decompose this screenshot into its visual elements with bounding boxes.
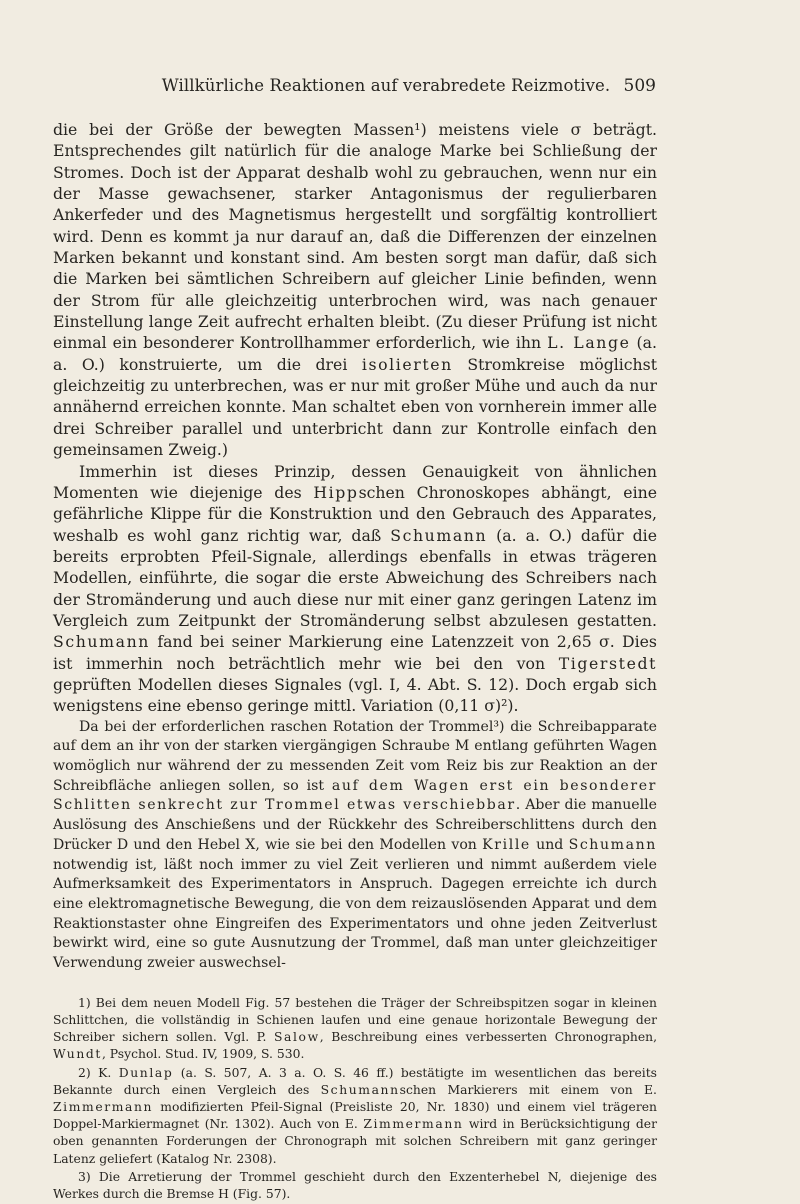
text-run: notwendig ist, läßt noch immer zu viel Zeit verlieren und nimmt außerdem viele Aufmerksamkeit des Experimentators in Anspruch. Dagegen erreichte ich durch eine elektromagnetische Bewegung, die von dem reizauslösenden Apparat und dem Reaktionstaster ohne Eingreifen des Experimentators und ohne jeden Zeitverlust bewirkt wird, eine so gute Ausnutzung der Trommel, daß man unter gleichzeitiger Verwendung zweier auswechsel- xyxy=(53,856,657,972)
text-run: , Psychol. Stud. IV, 1909, S. 530. xyxy=(101,1047,305,1062)
small-paragraph xyxy=(53,718,657,974)
text-run: schen Chronoskopes abhängt, eine gefährliche Klippe für die Konstruktion und den Gebrauch des Apparates, weshalb es wohl ganz richtig war, daß xyxy=(53,482,657,545)
text-run: (a. S. 507, A. 3 a. O. S. 46 ff.) bestätigte im wesentlichen das bereits Bekannte durch einen Vergleich des xyxy=(53,1065,657,1097)
spaced-emphasis: Salow xyxy=(273,1030,320,1045)
spaced-emphasis: Tigerstedt xyxy=(558,653,657,673)
text-run: die bei der Größe der bewegten Massen¹) meistens viele σ beträgt. Entsprechendes gilt natürlich für die analoge Marke bei Schließung der Stromes. Doch ist der Apparat deshalb wohl zu gebrauchen, wenn nur ein der Masse gewachsener, starker Antagonismus der regulierbaren Ankerfeder und des Magnetismus hergestellt und sorgfältig kontrolliert wird. Denn es kommt ja nur darauf an, daß die Differenzen der einzelnen Marken bekannt und konstant sind. Am besten sorgt man dafür, daß sich die Marken bei sämtlichen Schreibern auf gleicher Linie befinden, wenn der Strom für alle gleichzeitig unterbrochen wird, was nach genauer Einstellung lange Zeit aufrecht erhalten bleibt. (Zu dieser Prüfung ist nicht einmal ein besonderer Kontrollhammer erforderlich, wie ihn xyxy=(53,120,657,353)
spaced-emphasis: Hipp xyxy=(313,482,359,502)
paragraph xyxy=(53,461,657,717)
footnote xyxy=(53,995,657,1064)
text-run: (a. a. O.) dafür die bereits erprobten Pfeil-Signale, allerdings ebenfalls in etwas trägeren Modellen, einführte, die sogar die erste Abweichung des Schreibers nach der Stromänderung und auch diese nur mit einer ganz geringen Latenz im Vergleich zum Zeitpunkt der Stromänderung selbst abzulesen gestatten. xyxy=(53,525,657,630)
spaced-emphasis: Wundt xyxy=(53,1047,102,1062)
spaced-emphasis: Krille xyxy=(482,836,531,853)
paragraph xyxy=(53,119,657,461)
spaced-emphasis: Zimmermann xyxy=(53,1099,154,1114)
main-text xyxy=(53,119,657,717)
page-number: 509 xyxy=(623,76,656,96)
spaced-emphasis: L. Lange xyxy=(547,333,631,353)
spaced-emphasis: Schumann xyxy=(390,525,488,545)
footnote xyxy=(53,1169,657,1203)
text-run: 1) Bei dem neuen Modell Fig. 57 bestehen die Träger der Schreibspitzen sogar in kleinen Schlittchen, die vollständig in Schienen laufen und eine genaue horizontale Bewegung der Schreiber sichern sollen. Vgl. P. xyxy=(53,995,657,1045)
footnote xyxy=(53,1065,657,1168)
text-run: modifizierten Pfeil-Signal (Preisliste 20, Nr. 1830) und einem viel trägeren Doppel-Markiermagnet (Nr. 1302). Auch von E. xyxy=(53,1099,657,1132)
spaced-emphasis: Schumann xyxy=(53,632,150,652)
text-run: 3) Die Arretierung der Trommel geschieht durch den Exzenterhebel N, diejenige des Werkes durch die Bremse H (Fig. 57). xyxy=(53,1169,657,1201)
footnotes xyxy=(53,995,657,1203)
spaced-emphasis: Schumann xyxy=(320,1082,400,1097)
spaced-emphasis: Schumann xyxy=(568,836,657,853)
running-title: Willkürliche Reaktionen auf verabredete Reizmotive. xyxy=(161,76,611,95)
text-run: Da bei der erforderlichen raschen Rotation der Trommel³) die Schreibapparate auf dem an ihr von der starken viergängigen Schraube M entlang geführten Wagen womöglich nur während der zu messenden Zeit vom Reiz bis zur Reaktion an der Schreibfläche anliegen sollen, so ist xyxy=(53,718,657,794)
spaced-emphasis: auf dem Wagen erst ein besonderer Schlitten senkrecht zur Trommel etwas verschiebbar xyxy=(53,777,657,814)
spaced-emphasis: Zimmermann xyxy=(363,1117,464,1132)
text-run: (a. a. O.) konstruierte, um die drei xyxy=(53,333,657,374)
spaced-emphasis: Dunlap xyxy=(118,1065,174,1080)
text-run: Stromkreise möglichst gleichzeitig zu unterbrechen, was er nur mit großer Mühe und auch da nur annähernd erreichen konnte. Man schaltet eben von vornherein immer alle drei Schreiber parallel und unterbricht dann zur Kontrolle einfach den gemeinsamen Zweig.) xyxy=(53,354,658,460)
text-run: schen Markierers mit einem von E. xyxy=(399,1082,657,1097)
text-run: wird in Berücksichtigung der oben genannten Forderungen der Chronograph mit solchen Schreibern mit ganz geringer Latenz geliefert (Katalog Nr. 2308). xyxy=(53,1117,657,1166)
small-print-text xyxy=(53,718,657,974)
text-run: und xyxy=(530,836,569,853)
text-run: . Aber die manuelle Auslösung des Anschießens und der Rückkehr des Schreiberschlittens durch den Drücker D und den Hebel X, wie sie bei den Modellen von xyxy=(53,797,657,853)
text-run: fand bei seiner Markierung eine Latenzzeit von 2,65 σ. Dies ist immerhin noch beträchtlich mehr wie bei den von xyxy=(53,632,657,673)
text-run: geprüften Modellen dieses Signales (vgl. I, 4. Abt. S. 12). Doch ergab sich wenigstens eine ebenso geringe mittl. Variation (0,11 σ)²). xyxy=(53,674,657,716)
page-header xyxy=(118,76,654,102)
spaced-emphasis: isolierten xyxy=(361,354,453,374)
text-run: , Beschreibung eines verbesserten Chronographen, xyxy=(319,1030,657,1045)
text-run: Immerhin ist dieses Prinzip, dessen Genauigkeit von ähnlichen Momenten wie diejenige des xyxy=(53,461,657,502)
text-run: 2) K. xyxy=(78,1065,119,1080)
page-body xyxy=(53,119,657,1204)
